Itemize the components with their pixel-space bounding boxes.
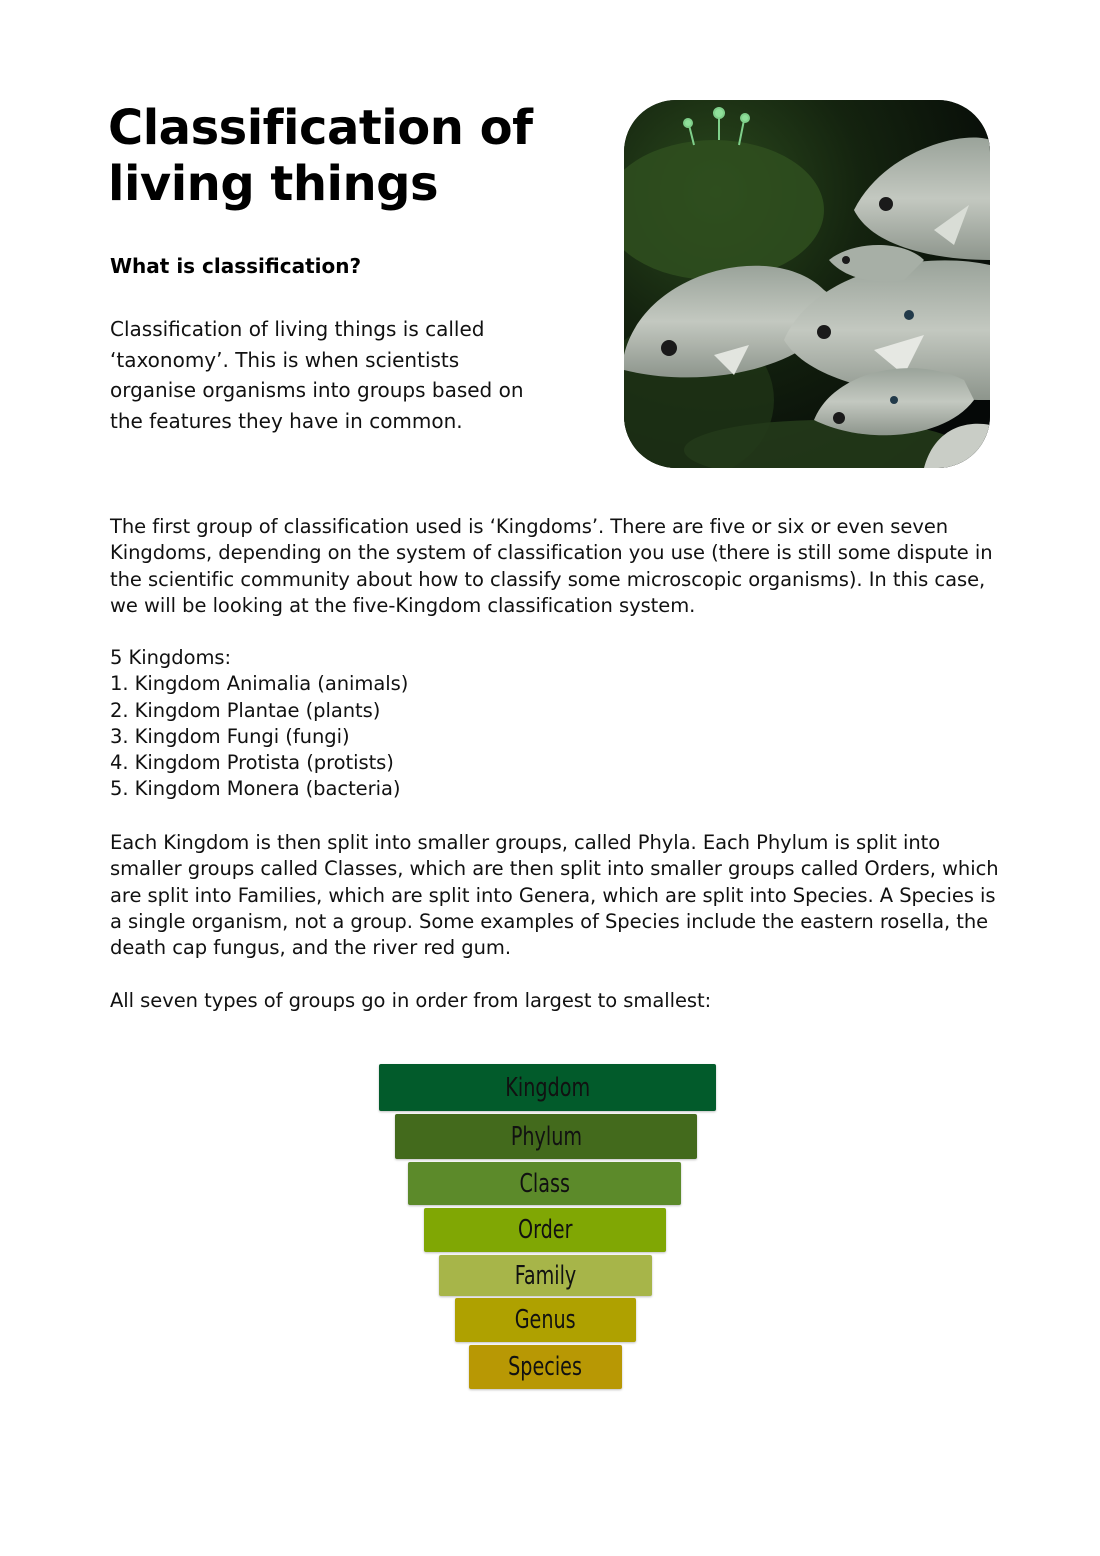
- kingdoms-list: [110, 645, 1000, 803]
- subheading: What is classification?: [110, 254, 362, 278]
- rank-label: Class: [519, 1168, 570, 1199]
- rank-species: [469, 1345, 622, 1389]
- rank-class: [408, 1162, 681, 1205]
- groups-paragraph: Each Kingdom is then split into smaller groups, called Phyla. Each Phylum is split into smaller groups called Classes, which are then split into smaller groups called Orders, which are split into Families, which are split into Genera, which are split into Species. A Species is a single organism, not a group. Some examples of Species include the eastern rosella, the death cap fungus, and the river red gum.: [110, 831, 999, 960]
- list-item: 1. Kingdom Animalia (animals): [110, 672, 409, 696]
- rank-label: Family: [514, 1260, 577, 1291]
- list-item: 4. Kingdom Protista (protists): [110, 751, 394, 775]
- rank-label: Order: [517, 1215, 573, 1245]
- kingdoms-heading: 5 Kingdoms:: [110, 646, 232, 669]
- list-item: 2. Kingdom Plantae (plants): [110, 698, 381, 722]
- rank-genus: [455, 1298, 636, 1342]
- rank-label: Genus: [515, 1305, 576, 1335]
- rank-label: Kingdom: [505, 1072, 590, 1103]
- intro-paragraph: Classification of living things is called ‘taxonomy’. This is when scientists organise organisms into groups based on the features they have in common.: [110, 317, 524, 433]
- kingdoms-intro-paragraph: The first group of classification used is ‘Kingdoms’. There are five or six or even seven Kingdoms, depending on the system of classification you use (there is still some dispute in the scientific community about how to classify some microscopic organisms). In this case, we will be looking at the five-Kingdom classification system.: [110, 515, 993, 617]
- list-item: 3. Kingdom Fungi (fungi): [110, 724, 350, 748]
- rank-kingdom: [379, 1064, 716, 1111]
- page-title: Classification of living things: [108, 100, 533, 212]
- fish-photo: [624, 100, 990, 468]
- rank-order: [424, 1208, 666, 1252]
- rank-label: Species: [508, 1352, 583, 1382]
- order-paragraph: All seven types of groups go in order from largest to smallest:: [110, 989, 712, 1012]
- rank-family: [439, 1255, 652, 1296]
- rank-phylum: [395, 1114, 697, 1159]
- rank-label: Phylum: [510, 1121, 582, 1152]
- list-item: 5. Kingdom Monera (bacteria): [110, 777, 401, 801]
